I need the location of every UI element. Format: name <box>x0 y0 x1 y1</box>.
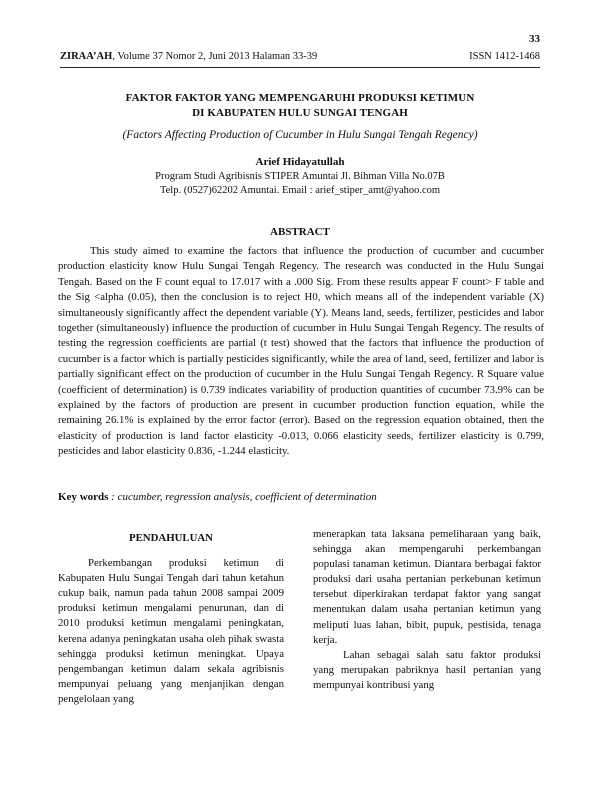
paper-title <box>60 91 540 121</box>
intro-paragraph-1: Perkembangan produksi ketimun di Kabupaten Hulu Sungai Tengah dari tahun ketahun cukup baik, namun pada tahun 2008 sampai 2009 produksi ketimun mengalami penurunan, dan di 2010 produksi ketimun mengalami peningkatan, kerena adanya peningkatan usaha oleh pihak swasta sehingga produksi ketimun meningkat. Upaya pengembangan ketimun dalam sekala agribisnis mempunyai peluang yang menjanjikan dengan pengelolaan yang <box>58 557 284 705</box>
author-affiliation <box>60 170 540 198</box>
running-header <box>60 51 540 62</box>
title-line-1: FAKTOR FAKTOR YANG MEMPENGARUHI PRODUKSI KETIMUN <box>125 92 475 104</box>
abstract-body: This study aimed to examine the factors that influence the production of cucumber and cucumber production elasticity know Hulu Sungai Tengah Regency. The research was conducted in the Hulu Sungai Tengah. Based on the F count equal to 17.017 with a .000 Sig. From these results appear F count> F table and the Sig <alpha (0.05), then the conclusion is to reject H0, which means all of the independent variable (X) simultaneously significantly affect the dependent variable (Y). Means land, seeds, fertilizer, pesticides and labor together (simultaneously) influence the production of cucumber in Hulu Sungai Tengah Regency. The results of testing the regression coefficients are partial (t test) showed that the factors that influence the production of cucumber is a factor which is partially pesticides significantly, while the area of land, seed, fertilizer and labor is partially significant effect on the production of cucumber in the Hulu Sungai Tengah Regency. R Square value (coefficient of determination) is 0.739 indicates variability of production quantities of cucumber 73.9% can be explained by the factors of production are present in cucumber production function equation, while the remaining 26.1% is explained by the error factor (error). Based on the regression equation obtained, then the elasticity of production is land factor elasticity -0.013, 0.066 elasticity seeds, fertilizer elasticity is 0.799, pesticides and labor elasticity 0.836, -1.244 elasticity. <box>58 245 544 458</box>
header-divider <box>60 67 540 68</box>
title-line-2: DI KABUPATEN HULU SUNGAI TENGAH <box>192 107 408 119</box>
intro-paragraph-2: Lahan sebagai salah satu faktor produksi yang merupakan pabriknya hasil pertanian yang mempunyai kontribusi yang <box>313 648 541 691</box>
journal-citation <box>60 51 317 62</box>
section-heading-pendahuluan: PENDAHULUAN <box>129 532 213 544</box>
affiliation-contact: Telp. (0527)62202 Amuntai. Email : arief_stiper_amt@yahoo.com <box>159 185 441 196</box>
issn: ISSN 1412-1468 <box>469 51 540 62</box>
right-column <box>313 527 541 693</box>
page-number: 33 <box>529 33 540 45</box>
left-column <box>58 531 284 707</box>
journal-details: , Volume 37 Nomor 2, Juni 2013 Halaman 33-39 <box>112 51 318 62</box>
author-name: Arief Hidayatullah <box>255 156 345 168</box>
keywords-text: : cucumber, regression analysis, coefficient of determination <box>108 491 377 503</box>
keywords <box>58 491 544 503</box>
english-title: (Factors Affecting Production of Cucumber in Hulu Sungai Tengah Regency) <box>122 129 478 141</box>
journal-name: ZIRAA’AH <box>60 51 113 62</box>
affiliation-address: Program Studi Agribisnis STIPER Amuntai Jl. Bihman Villa No.07B <box>155 171 445 182</box>
intro-paragraph-1-continued: menerapkan tata laksana pemeliharaan yang baik, sehingga akan mempengaruhi perkembangan populasi tanaman ketimun. Diantara berbagai faktor produksi dari usaha pertanian perkebunan ketimun tersebut diperkirakan terdapat faktor yang sangat menentukan dalam usaha pertanian ketimun yang meliputi luas lahan, bibit, pupuk, pestisida, tenaga kerja. <box>313 528 541 646</box>
abstract-heading: ABSTRACT <box>270 226 330 238</box>
keywords-label: Key words <box>58 491 109 503</box>
